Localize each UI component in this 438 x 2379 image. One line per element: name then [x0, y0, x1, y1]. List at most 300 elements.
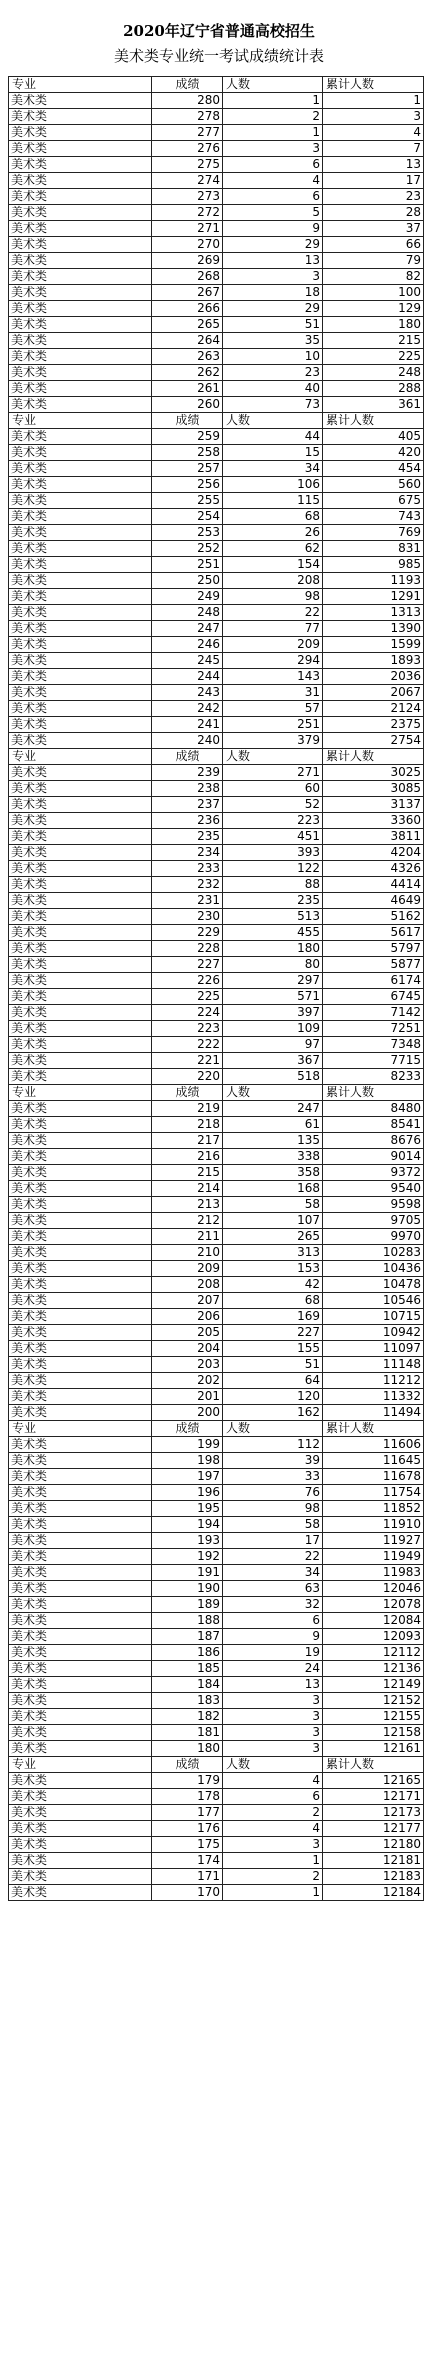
- cell-cumulative: 12180: [323, 1837, 424, 1853]
- cell-count: 63: [223, 1581, 323, 1597]
- cell-major: 美术类: [9, 1677, 152, 1693]
- cell-score: 229: [152, 925, 223, 941]
- cell-cumulative: 743: [323, 509, 424, 525]
- cell-major: 美术类: [9, 1021, 152, 1037]
- cell-count: 19: [223, 1645, 323, 1661]
- cell-count: 4: [223, 1821, 323, 1837]
- cell-count: 1: [223, 1885, 323, 1901]
- cell-score: 187: [152, 1629, 223, 1645]
- cell-score: 178: [152, 1789, 223, 1805]
- table-row: [9, 989, 424, 1005]
- cell-cumulative: 215: [323, 333, 424, 349]
- table-row: [9, 237, 424, 253]
- cell-major: 美术类: [9, 461, 152, 477]
- cell-cumulative: 12112: [323, 1645, 424, 1661]
- cell-count: 64: [223, 1373, 323, 1389]
- cell-score: 268: [152, 269, 223, 285]
- cell-major: 美术类: [9, 477, 152, 493]
- cell-count: 15: [223, 445, 323, 461]
- cell-cumulative: 2067: [323, 685, 424, 701]
- cell-cumulative: 4649: [323, 893, 424, 909]
- cell-major: 美术类: [9, 381, 152, 397]
- table-row: [9, 93, 424, 109]
- cell-cumulative: 560: [323, 477, 424, 493]
- cell-major: 美术类: [9, 653, 152, 669]
- cell-count: 2: [223, 1869, 323, 1885]
- cell-count: 33: [223, 1469, 323, 1485]
- cell-score: 209: [152, 1261, 223, 1277]
- cell-score: 196: [152, 1485, 223, 1501]
- cell-count: 265: [223, 1229, 323, 1245]
- table-row: [9, 269, 424, 285]
- cell-major: 美术类: [9, 1741, 152, 1757]
- cell-count: 294: [223, 653, 323, 669]
- cell-cumulative: 9540: [323, 1181, 424, 1197]
- cell-score: 265: [152, 317, 223, 333]
- header-score: 成绩: [152, 1085, 223, 1101]
- cell-cumulative: 10436: [323, 1261, 424, 1277]
- cell-cumulative: 12155: [323, 1709, 424, 1725]
- cell-score: 262: [152, 365, 223, 381]
- cell-score: 206: [152, 1309, 223, 1325]
- cell-count: 6: [223, 1789, 323, 1805]
- table-row: [9, 1805, 424, 1821]
- cell-count: 68: [223, 1293, 323, 1309]
- cell-major: 美术类: [9, 733, 152, 749]
- cell-count: 451: [223, 829, 323, 845]
- cell-count: 6: [223, 189, 323, 205]
- table-row: [9, 829, 424, 845]
- cell-cumulative: 12046: [323, 1581, 424, 1597]
- cell-major: 美术类: [9, 1117, 152, 1133]
- cell-cumulative: 4414: [323, 877, 424, 893]
- cell-score: 245: [152, 653, 223, 669]
- cell-score: 212: [152, 1213, 223, 1229]
- cell-major: 美术类: [9, 1645, 152, 1661]
- cell-count: 88: [223, 877, 323, 893]
- cell-count: 3: [223, 1693, 323, 1709]
- cell-score: 215: [152, 1165, 223, 1181]
- cell-major: 美术类: [9, 861, 152, 877]
- cell-cumulative: 2124: [323, 701, 424, 717]
- table-row: [9, 1677, 424, 1693]
- cell-cumulative: 1: [323, 93, 424, 109]
- cell-count: 455: [223, 925, 323, 941]
- table-row: [9, 525, 424, 541]
- cell-major: 美术类: [9, 109, 152, 125]
- cell-major: 美术类: [9, 1629, 152, 1645]
- table-row: [9, 1293, 424, 1309]
- cell-cumulative: 8233: [323, 1069, 424, 1085]
- cell-count: 379: [223, 733, 323, 749]
- table-row: [9, 1037, 424, 1053]
- cell-score: 208: [152, 1277, 223, 1293]
- table-row: [9, 189, 424, 205]
- cell-cumulative: 11097: [323, 1341, 424, 1357]
- cell-count: 251: [223, 717, 323, 733]
- cell-major: 美术类: [9, 589, 152, 605]
- table-row: [9, 141, 424, 157]
- cell-score: 197: [152, 1469, 223, 1485]
- cell-cumulative: 12084: [323, 1613, 424, 1629]
- cell-major: 美术类: [9, 1789, 152, 1805]
- table-row: [9, 1005, 424, 1021]
- header-cumulative: 累计人数: [323, 77, 424, 93]
- cell-cumulative: 10715: [323, 1309, 424, 1325]
- table-row: [9, 109, 424, 125]
- cell-cumulative: 13: [323, 157, 424, 173]
- cell-major: 美术类: [9, 1133, 152, 1149]
- cell-cumulative: 361: [323, 397, 424, 413]
- cell-score: 264: [152, 333, 223, 349]
- cell-major: 美术类: [9, 1101, 152, 1117]
- table-row: [9, 1725, 424, 1741]
- table-row: [9, 573, 424, 589]
- cell-major: 美术类: [9, 397, 152, 413]
- cell-count: 3: [223, 1837, 323, 1853]
- cell-score: 252: [152, 541, 223, 557]
- table-row: [9, 349, 424, 365]
- cell-cumulative: 12173: [323, 1805, 424, 1821]
- cell-count: 180: [223, 941, 323, 957]
- cell-score: 205: [152, 1325, 223, 1341]
- cell-cumulative: 3: [323, 109, 424, 125]
- cell-count: 571: [223, 989, 323, 1005]
- cell-count: 39: [223, 1453, 323, 1469]
- cell-score: 202: [152, 1373, 223, 1389]
- cell-cumulative: 8676: [323, 1133, 424, 1149]
- cell-cumulative: 7715: [323, 1053, 424, 1069]
- score-table-body: [9, 77, 424, 1901]
- cell-cumulative: 11606: [323, 1437, 424, 1453]
- table-row: [9, 605, 424, 621]
- cell-count: 60: [223, 781, 323, 797]
- cell-score: 217: [152, 1133, 223, 1149]
- cell-major: 美术类: [9, 1469, 152, 1485]
- cell-cumulative: 129: [323, 301, 424, 317]
- cell-count: 153: [223, 1261, 323, 1277]
- cell-score: 213: [152, 1197, 223, 1213]
- cell-count: 44: [223, 429, 323, 445]
- cell-score: 170: [152, 1885, 223, 1901]
- cell-count: 24: [223, 1661, 323, 1677]
- cell-score: 253: [152, 525, 223, 541]
- cell-major: 美术类: [9, 1165, 152, 1181]
- cell-score: 200: [152, 1405, 223, 1421]
- table-row: [9, 1869, 424, 1885]
- table-row: [9, 1245, 424, 1261]
- cell-cumulative: 11754: [323, 1485, 424, 1501]
- table-row: [9, 1437, 424, 1453]
- cell-major: 美术类: [9, 317, 152, 333]
- cell-score: 182: [152, 1709, 223, 1725]
- cell-score: 181: [152, 1725, 223, 1741]
- cell-count: 2: [223, 109, 323, 125]
- cell-cumulative: 17: [323, 173, 424, 189]
- cell-major: 美术类: [9, 1325, 152, 1341]
- cell-count: 109: [223, 1021, 323, 1037]
- table-row: [9, 973, 424, 989]
- header-cumulative: 累计人数: [323, 413, 424, 429]
- table-row: [9, 1373, 424, 1389]
- table-row: [9, 1325, 424, 1341]
- table-row: [9, 461, 424, 477]
- cell-major: 美术类: [9, 1069, 152, 1085]
- table-row: [9, 1181, 424, 1197]
- table-row: [9, 1469, 424, 1485]
- cell-count: 3: [223, 269, 323, 285]
- cell-major: 美术类: [9, 1661, 152, 1677]
- cell-major: 美术类: [9, 253, 152, 269]
- cell-score: 188: [152, 1613, 223, 1629]
- cell-cumulative: 12184: [323, 1885, 424, 1901]
- cell-major: 美术类: [9, 893, 152, 909]
- table-row: [9, 685, 424, 701]
- table-row: [9, 541, 424, 557]
- cell-score: 250: [152, 573, 223, 589]
- table-row: [9, 1485, 424, 1501]
- table-row: [9, 1165, 424, 1181]
- table-header-row: [9, 1085, 424, 1101]
- table-row: [9, 1197, 424, 1213]
- cell-count: 29: [223, 237, 323, 253]
- cell-count: 62: [223, 541, 323, 557]
- table-row: [9, 1597, 424, 1613]
- cell-count: 3: [223, 1741, 323, 1757]
- cell-score: 192: [152, 1549, 223, 1565]
- cell-major: 美术类: [9, 1693, 152, 1709]
- score-table: [8, 76, 424, 1901]
- cell-major: 美术类: [9, 1549, 152, 1565]
- cell-major: 美术类: [9, 1501, 152, 1517]
- cell-major: 美术类: [9, 365, 152, 381]
- cell-score: 220: [152, 1069, 223, 1085]
- cell-count: 115: [223, 493, 323, 509]
- cell-count: 3: [223, 1725, 323, 1741]
- cell-cumulative: 405: [323, 429, 424, 445]
- table-row: [9, 1389, 424, 1405]
- cell-count: 9: [223, 1629, 323, 1645]
- cell-count: 112: [223, 1437, 323, 1453]
- cell-cumulative: 4326: [323, 861, 424, 877]
- table-row: [9, 669, 424, 685]
- cell-major: 美术类: [9, 1437, 152, 1453]
- cell-major: 美术类: [9, 829, 152, 845]
- table-row: [9, 1069, 424, 1085]
- cell-score: 199: [152, 1437, 223, 1453]
- cell-cumulative: 11983: [323, 1565, 424, 1581]
- cell-score: 218: [152, 1117, 223, 1133]
- header-score: 成绩: [152, 1421, 223, 1437]
- cell-cumulative: 10478: [323, 1277, 424, 1293]
- cell-count: 18: [223, 285, 323, 301]
- cell-score: 230: [152, 909, 223, 925]
- cell-major: 美术类: [9, 1309, 152, 1325]
- header-count: 人数: [223, 1757, 323, 1773]
- cell-score: 257: [152, 461, 223, 477]
- cell-score: 249: [152, 589, 223, 605]
- cell-cumulative: 7348: [323, 1037, 424, 1053]
- cell-major: 美术类: [9, 1613, 152, 1629]
- cell-major: 美术类: [9, 1565, 152, 1581]
- cell-score: 183: [152, 1693, 223, 1709]
- cell-cumulative: 9598: [323, 1197, 424, 1213]
- cell-major: 美术类: [9, 1181, 152, 1197]
- cell-cumulative: 11494: [323, 1405, 424, 1421]
- table-row: [9, 1117, 424, 1133]
- cell-major: 美术类: [9, 1725, 152, 1741]
- cell-cumulative: 3085: [323, 781, 424, 797]
- cell-cumulative: 1390: [323, 621, 424, 637]
- cell-major: 美术类: [9, 1229, 152, 1245]
- table-row: [9, 253, 424, 269]
- cell-major: 美术类: [9, 925, 152, 941]
- cell-score: 191: [152, 1565, 223, 1581]
- cell-cumulative: 769: [323, 525, 424, 541]
- cell-major: 美术类: [9, 1773, 152, 1789]
- cell-count: 4: [223, 1773, 323, 1789]
- cell-score: 207: [152, 1293, 223, 1309]
- cell-cumulative: 8541: [323, 1117, 424, 1133]
- cell-count: 135: [223, 1133, 323, 1149]
- cell-count: 9: [223, 221, 323, 237]
- cell-count: 76: [223, 1485, 323, 1501]
- table-row: [9, 653, 424, 669]
- cell-score: 171: [152, 1869, 223, 1885]
- cell-cumulative: 3811: [323, 829, 424, 845]
- cell-cumulative: 9970: [323, 1229, 424, 1245]
- cell-score: 255: [152, 493, 223, 509]
- cell-major: 美术类: [9, 93, 152, 109]
- cell-cumulative: 11910: [323, 1517, 424, 1533]
- cell-count: 169: [223, 1309, 323, 1325]
- cell-count: 23: [223, 365, 323, 381]
- cell-score: 238: [152, 781, 223, 797]
- cell-cumulative: 12136: [323, 1661, 424, 1677]
- cell-cumulative: 7142: [323, 1005, 424, 1021]
- table-row: [9, 221, 424, 237]
- cell-count: 13: [223, 1677, 323, 1693]
- cell-score: 198: [152, 1453, 223, 1469]
- cell-major: 美术类: [9, 685, 152, 701]
- cell-count: 227: [223, 1325, 323, 1341]
- cell-cumulative: 3137: [323, 797, 424, 813]
- cell-score: 266: [152, 301, 223, 317]
- cell-score: 272: [152, 205, 223, 221]
- cell-score: 256: [152, 477, 223, 493]
- table-row: [9, 1693, 424, 1709]
- cell-major: 美术类: [9, 1197, 152, 1213]
- cell-major: 美术类: [9, 573, 152, 589]
- cell-cumulative: 180: [323, 317, 424, 333]
- cell-score: 224: [152, 1005, 223, 1021]
- cell-major: 美术类: [9, 1533, 152, 1549]
- cell-major: 美术类: [9, 557, 152, 573]
- cell-count: 393: [223, 845, 323, 861]
- cell-score: 216: [152, 1149, 223, 1165]
- table-row: [9, 445, 424, 461]
- cell-cumulative: 288: [323, 381, 424, 397]
- table-row: [9, 781, 424, 797]
- table-row: [9, 1741, 424, 1757]
- cell-cumulative: 1313: [323, 605, 424, 621]
- cell-major: 美术类: [9, 1597, 152, 1613]
- table-row: [9, 1133, 424, 1149]
- cell-cumulative: 12152: [323, 1693, 424, 1709]
- cell-count: 162: [223, 1405, 323, 1421]
- cell-cumulative: 37: [323, 221, 424, 237]
- cell-count: 6: [223, 157, 323, 173]
- cell-count: 61: [223, 1117, 323, 1133]
- cell-cumulative: 4: [323, 125, 424, 141]
- table-row: [9, 637, 424, 653]
- table-row: [9, 1709, 424, 1725]
- cell-count: 1: [223, 125, 323, 141]
- cell-count: 57: [223, 701, 323, 717]
- cell-score: 251: [152, 557, 223, 573]
- cell-count: 3: [223, 141, 323, 157]
- cell-major: 美术类: [9, 173, 152, 189]
- cell-cumulative: 11645: [323, 1453, 424, 1469]
- cell-cumulative: 23: [323, 189, 424, 205]
- table-row: [9, 493, 424, 509]
- table-row: [9, 1277, 424, 1293]
- table-row: [9, 941, 424, 957]
- cell-count: 10: [223, 349, 323, 365]
- table-row: [9, 1053, 424, 1069]
- cell-major: 美术类: [9, 1453, 152, 1469]
- cell-major: 美术类: [9, 1037, 152, 1053]
- cell-major: 美术类: [9, 285, 152, 301]
- cell-major: 美术类: [9, 989, 152, 1005]
- cell-count: 297: [223, 973, 323, 989]
- cell-cumulative: 2754: [323, 733, 424, 749]
- cell-score: 174: [152, 1853, 223, 1869]
- cell-score: 278: [152, 109, 223, 125]
- cell-count: 58: [223, 1197, 323, 1213]
- cell-major: 美术类: [9, 845, 152, 861]
- cell-major: 美术类: [9, 269, 152, 285]
- cell-count: 22: [223, 1549, 323, 1565]
- cell-count: 313: [223, 1245, 323, 1261]
- cell-count: 32: [223, 1597, 323, 1613]
- cell-major: 美术类: [9, 1277, 152, 1293]
- cell-cumulative: 12171: [323, 1789, 424, 1805]
- table-row: [9, 1101, 424, 1117]
- table-header-row: [9, 1421, 424, 1437]
- cell-major: 美术类: [9, 909, 152, 925]
- table-row: [9, 397, 424, 413]
- cell-major: 美术类: [9, 1853, 152, 1869]
- cell-cumulative: 454: [323, 461, 424, 477]
- cell-score: 235: [152, 829, 223, 845]
- cell-score: 247: [152, 621, 223, 637]
- cell-count: 1: [223, 93, 323, 109]
- cell-cumulative: 5162: [323, 909, 424, 925]
- cell-score: 267: [152, 285, 223, 301]
- header-major: 专业: [9, 413, 152, 429]
- cell-major: 美术类: [9, 765, 152, 781]
- cell-score: 234: [152, 845, 223, 861]
- cell-count: 40: [223, 381, 323, 397]
- cell-score: 270: [152, 237, 223, 253]
- cell-major: 美术类: [9, 973, 152, 989]
- cell-count: 168: [223, 1181, 323, 1197]
- table-row: [9, 1853, 424, 1869]
- cell-major: 美术类: [9, 205, 152, 221]
- table-row: [9, 957, 424, 973]
- cell-major: 美术类: [9, 957, 152, 973]
